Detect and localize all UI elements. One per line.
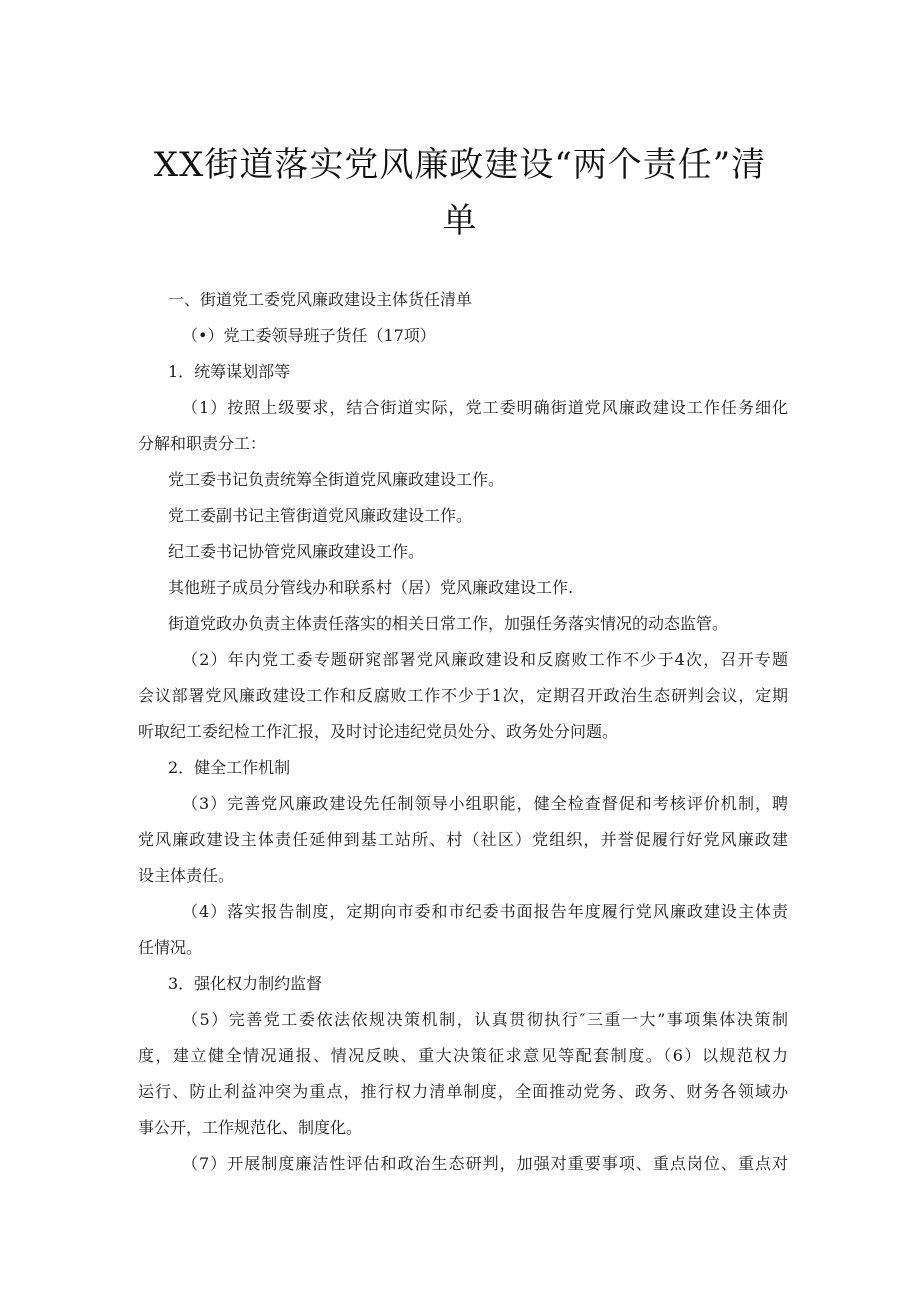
subsection-heading-1: （•）党工委领导班子货任（17项） bbox=[182, 326, 436, 345]
duty-line-discipline-secretary: 纪工委书记协管党风廉政建设工作。 bbox=[168, 542, 425, 561]
paragraph-7-line-1: （7）开展制度廉洁性评估和政治生态研判，加强对重要事项、重点岗位、重点对 bbox=[182, 1154, 788, 1173]
paragraph-1-line-2: 分解和职责分工： bbox=[138, 434, 267, 453]
paragraph-3-line-3: 设主体责任。 bbox=[138, 866, 235, 885]
item-heading-3: 3．强化权力制约监督 bbox=[168, 974, 323, 993]
paragraph-2-line-3: 听取纪工委纪检工作汇报，及时讨论违纪党员处分、政务处分问题。 bbox=[138, 722, 619, 741]
paragraph-1-line-1: （1）按照上级要求，结合街道实际，党工委明确街道党风廉政建设工作任务细化 bbox=[182, 398, 788, 417]
paragraph-6-line-2: 事公开，工作规范化、制度化。 bbox=[138, 1118, 363, 1137]
paragraph-2-line-1: （2）年内党工委专题研窕部署党风廉政建设和反腐败工作不少于4次，召开专题 bbox=[182, 650, 788, 669]
paragraph-5-line-2: 度，建立健全情况通报、情况反映、重大决策征求意见等配套制度。（6）以规范权力 bbox=[138, 1046, 788, 1065]
paragraph-2-line-2: 会议部署党风廉政建设工作和反腐败工作不少于1次，定期召开政治生态研判会议，定期 bbox=[138, 686, 788, 705]
paragraph-4-line-2: 任情况。 bbox=[138, 938, 203, 957]
duty-line-secretary: 党工委书记负责统筹全街道党风廉政建设工作。 bbox=[168, 470, 505, 489]
duty-line-other-members: 其他班子成员分管线办和联系村（居）党风廉政建设工作. bbox=[168, 578, 574, 597]
document-title-line-1: XX街道落实党风廉政建设“两个责任”清 bbox=[153, 145, 767, 185]
paragraph-5-line-1: （5）完善党工委依法依规决策机制，认真贯彻执行″三重一大”事项集体决策制 bbox=[182, 1010, 788, 1029]
item-heading-1: 1．统筹谋划部等 bbox=[168, 362, 291, 381]
paragraph-3-line-1: （3）完善党风廉政建设先任制领导小组职能，健全检查督促和考核评价机制，聘 bbox=[182, 794, 788, 813]
document-title-line-2: 单 bbox=[442, 201, 478, 241]
duty-line-deputy-secretary: 党工委副书记主管街道党风廉政建设工作。 bbox=[168, 506, 473, 525]
item-heading-2: 2．健全工作机制 bbox=[168, 758, 291, 777]
paragraph-6-line-1: 运行、防止利益冲突为重点，推行权力清单制度，全面推动党务、政务、财务各领域办 bbox=[138, 1082, 788, 1101]
duty-line-office: 街道党政办负责主体责任落实的相关日常工作，加强任务落实情况的动态监管。 bbox=[168, 614, 729, 633]
paragraph-3-line-2: 党风廉政建设主体责任延伸到基工站所、村（社区）党组织，并誉促履行好党风廉政建 bbox=[138, 830, 788, 849]
section-heading-1: 一、街道党工委党风廉政建设主体货任清单 bbox=[168, 290, 473, 309]
paragraph-4-line-1: （4）落实报告制度，定期向市委和市纪委书面报告年度履行党风廉政建设主体责 bbox=[182, 902, 788, 921]
